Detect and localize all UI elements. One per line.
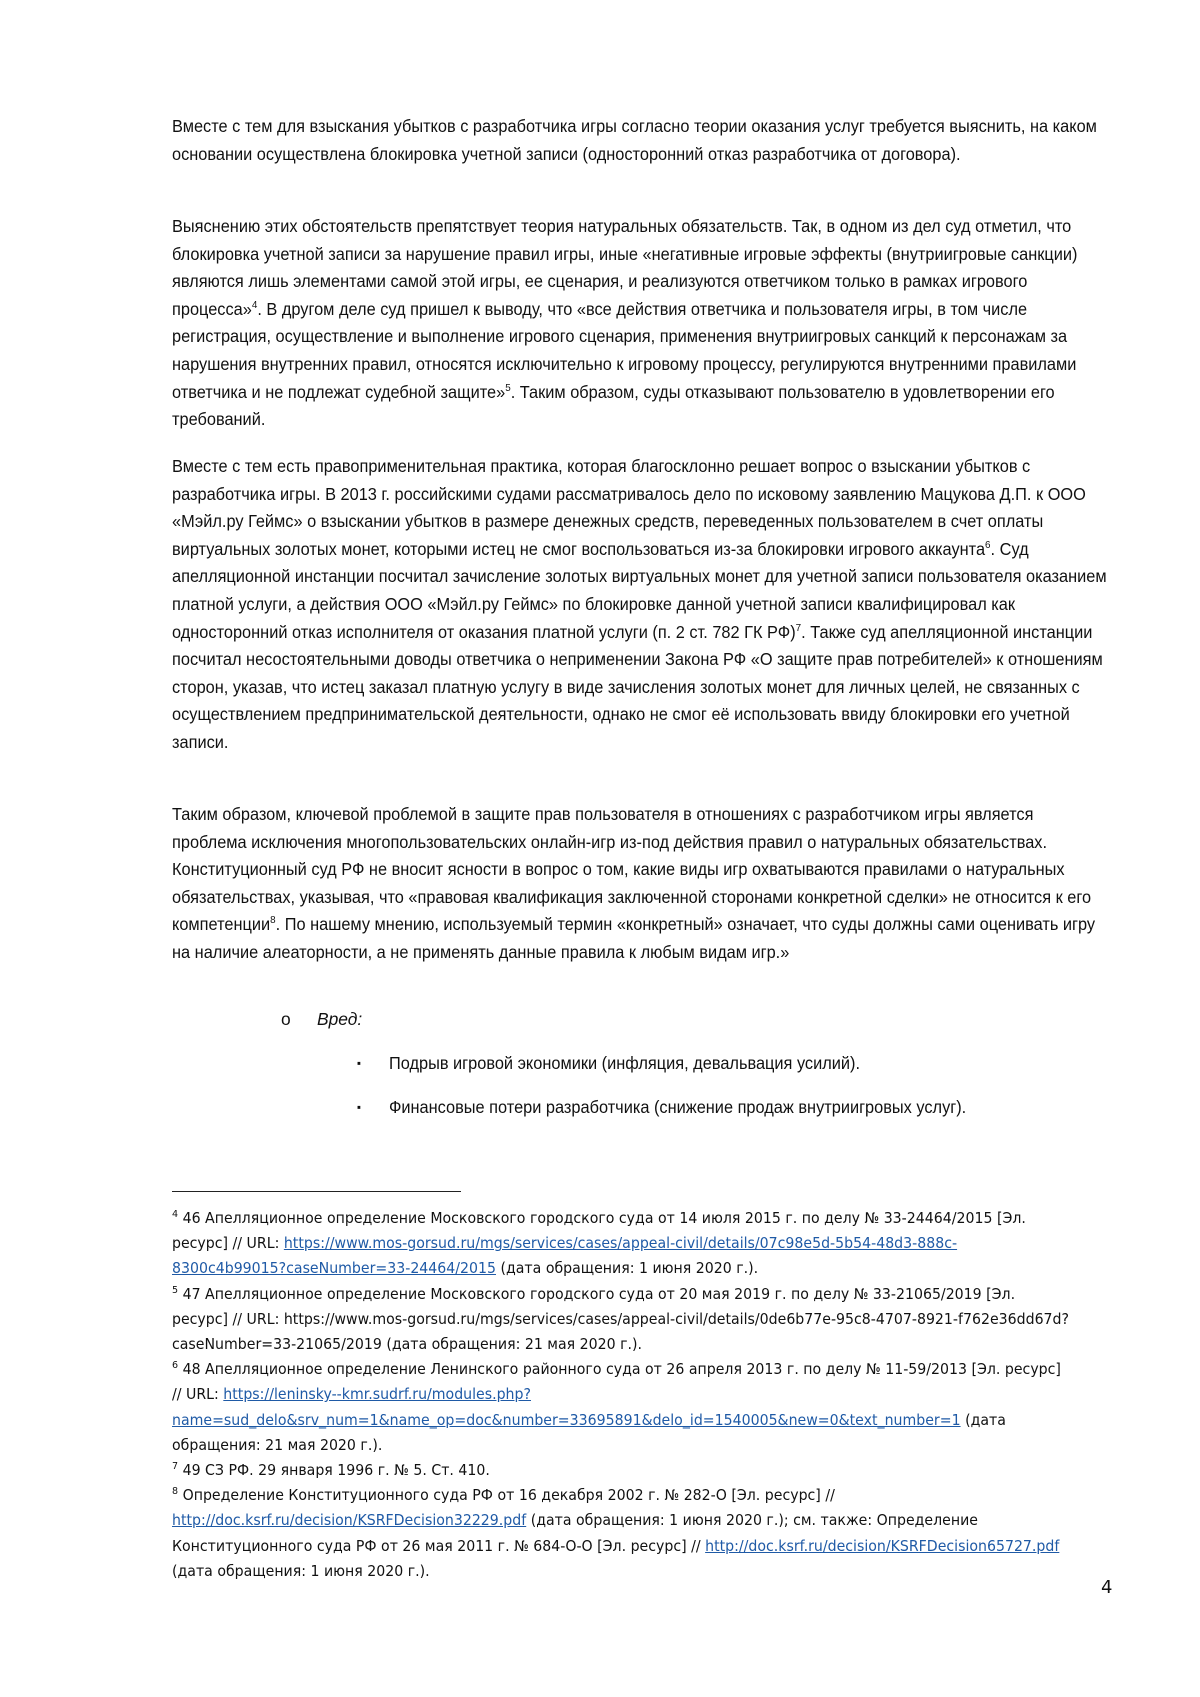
circle-bullet-icon: o xyxy=(281,1009,291,1029)
footnote-link[interactable]: https://www.mos-gorsud.ru/mgs/services/cases/appeal-civil/details/07c98e5d-5b54-48d3-888c-8300c4b99015?caseNumber=33-24464/2015 xyxy=(172,1235,958,1278)
footnote-text: (дата обращения: 1 июня 2020 г.). xyxy=(495,1260,759,1278)
footnote-ref[interactable]: 5 xyxy=(505,381,511,394)
footnote-text: (дата обращения: 1 июня 2020 г.); см. также: Определение Конституционного суда РФ от 26 мая 2011 г. № 684-О-О [Эл. ресурс] // xyxy=(172,1512,978,1555)
footnote-4 xyxy=(172,1206,1070,1282)
footnote-6 xyxy=(172,1357,1070,1458)
footnote-separator xyxy=(172,1191,461,1192)
paragraph-text: Вместе с тем для взыскания убытков с разработчика игры согласно теории оказания услуг требуется выяснить, на каком основании осуществлена блокировка учетной записи (односторонний отказ разработчика от договора). xyxy=(172,116,1097,164)
paragraph-text: . Таким образом, суды отказывают пользователю в удовлетворении его требований. xyxy=(172,381,1055,430)
footnote-link[interactable]: https://leninsky--kmr.sudrf.ru/modules.php?name=sud_delo&srv_num=1&name_op=doc&number=33695891&delo_id=1540005&new=0&text_number=1 xyxy=(172,1386,961,1429)
footnote-text: (дата обращения: 1 июня 2020 г.). xyxy=(172,1562,430,1580)
list-item-text: Финансовые потери разработчика (снижение продаж внутриигровых услуг). xyxy=(388,1097,967,1117)
footnote-link[interactable]: http://doc.ksrf.ru/decision/KSRFDecision65727.pdf xyxy=(705,1537,1060,1555)
footnote-number: 5 xyxy=(172,1284,179,1296)
footnote-text: 47 Апелляционное определение Московского городского суда от 20 мая 2019 г. по делу № 33-21065/2019 [Эл. ресурс] // URL: https://www.mos-gorsud.ru/mgs/services/cases/appeal-civil/details/0de6b77e-95c8-4707-8921-f762e36dd67d?caseNumber=33-21065/2019 (дата обращения: 21 мая 2020 г.). xyxy=(172,1285,1070,1354)
list-item xyxy=(357,1050,860,1078)
paragraph-text: Выяснению этих обстоятельств препятствует теория натуральных обязательств. Так, в одном из дел суд отметил, что блокировка учетной записи за нарушение правил игры, иные «негативные игровые эффекты (внутриигровые санкции) являются лишь элементами самой этой игры, ее сценария, и реализуются ответчиком только в рамках игрового процесса» xyxy=(172,216,1078,319)
paragraph-text: Вместе с тем есть правоприменительная практика, которая благосклонно решает вопрос о взыскании убытков с разработчика игры. В 2013 г. российскими судами рассматривалось дело по исковому заявлению Мацукова Д.П. к ООО «Мэйл.ру Геймс» о взыскании убытков в размере денежных средств, переведенных пользователем в счет оплаты виртуальных золотых монет, которыми истец не смог воспользоваться из-за блокировки игрового аккаунта xyxy=(172,456,1086,559)
footnote-text: 49 СЗ РФ. 29 января 1996 г. № 5. Ст. 410. xyxy=(178,1462,490,1480)
footnote-8 xyxy=(172,1483,1070,1584)
footnotes xyxy=(172,1206,1070,1584)
body-paragraph-1 xyxy=(172,113,1112,168)
footnote-number: 7 xyxy=(172,1461,179,1473)
paragraph-text: . Также суд апелляционной инстанции посчитал несостоятельными доводы ответчика о неприменении Закона РФ «О защите прав потребителей» к отношениям сторон, указав, что истец заказал платную услугу в виде зачисления золотых монет для личных целей, не связанных с осуществлением предпринимательской деятельности, однако не смог её использовать ввиду блокировки его учетной записи. xyxy=(172,621,1103,752)
paragraph-text: . По нашему мнению, используемый термин «конкретный» означает, что суды должны сами оценивать игру на наличие алеаторности, а не применять данные правила к любым видам игр.» xyxy=(172,914,1096,962)
footnote-text: 46 Апелляционное определение Московского городского суда от 14 июля 2015 г. по делу № 33-24464/2015 [Эл. ресурс] // URL: xyxy=(172,1210,1026,1253)
footnote-text: Определение Конституционного суда РФ от 16 декабря 2002 г. № 282-О [Эл. ресурс] // xyxy=(178,1487,835,1505)
body-paragraph-3 xyxy=(172,453,1112,757)
footnote-text: (дата обращения: 21 мая 2020 г.). xyxy=(172,1411,1006,1454)
paragraph-text: Таким образом, ключевой проблемой в защите прав пользователя в отношениях с разработчиком игры является проблема исключения многопользовательских онлайн-игр из-под действия правил о натуральных обязательствах. Конституционный суд РФ не вносит ясности в вопрос о том, какие виды игр охватываются правилами о натуральных обязательствах, указывая, что «правовая квалификация заключенной сторонами конкретной сделки» не относится к его компетенции xyxy=(172,804,1092,935)
list-heading xyxy=(281,1006,362,1034)
footnote-ref[interactable]: 8 xyxy=(270,914,276,927)
footnote-text: 48 Апелляционное определение Ленинского районного суда от 26 апреля 2013 г. по делу № 11-59/2013 [Эл. ресурс] // URL: xyxy=(172,1361,1061,1404)
footnote-7 xyxy=(172,1458,1070,1483)
footnote-number: 6 xyxy=(172,1360,179,1372)
list-heading-label: Вред: xyxy=(317,1009,363,1029)
footnote-5 xyxy=(172,1282,1070,1358)
square-bullet-icon: ▪ xyxy=(357,1100,362,1114)
page-number: 4 xyxy=(1101,1577,1113,1598)
paragraph-text: . Суд апелляционной инстанции посчитал зачисление золотых виртуальных монет для учетной записи пользователя оказанием платной услуги, а действия ООО «Мэйл.ру Геймс» по блокировке данной учетной записи квалифицировал как односторонний отказ исполнителя от оказания платной услуги (п. 2 ст. 782 ГК РФ) xyxy=(172,538,1107,642)
list-item xyxy=(357,1094,966,1122)
list-item-text: Подрыв игровой экономики (инфляция, девальвация усилий). xyxy=(388,1053,861,1073)
square-bullet-icon: ▪ xyxy=(357,1056,362,1070)
paragraph-text: . В другом деле суд пришел к выводу, что «все действия ответчика и пользователя игры, в том числе регистрация, осуществление и выполнение игрового сценария, применения внутриигровых санкций к персонажам за нарушения внутренних правил, относятся исключительно к игровому процессу, регулируются внутренними правилами ответчика и не подлежат судебной защите» xyxy=(172,298,1077,402)
footnote-number: 8 xyxy=(172,1486,179,1498)
footnote-number: 4 xyxy=(172,1209,179,1220)
footnote-ref[interactable]: 6 xyxy=(985,538,991,551)
body-paragraph-2 xyxy=(172,213,1112,434)
body-paragraph-4 xyxy=(172,801,1112,967)
footnote-ref[interactable]: 4 xyxy=(251,298,258,311)
footnote-ref[interactable]: 7 xyxy=(795,621,802,634)
footnote-link[interactable]: http://doc.ksrf.ru/decision/KSRFDecision32229.pdf xyxy=(172,1512,527,1530)
